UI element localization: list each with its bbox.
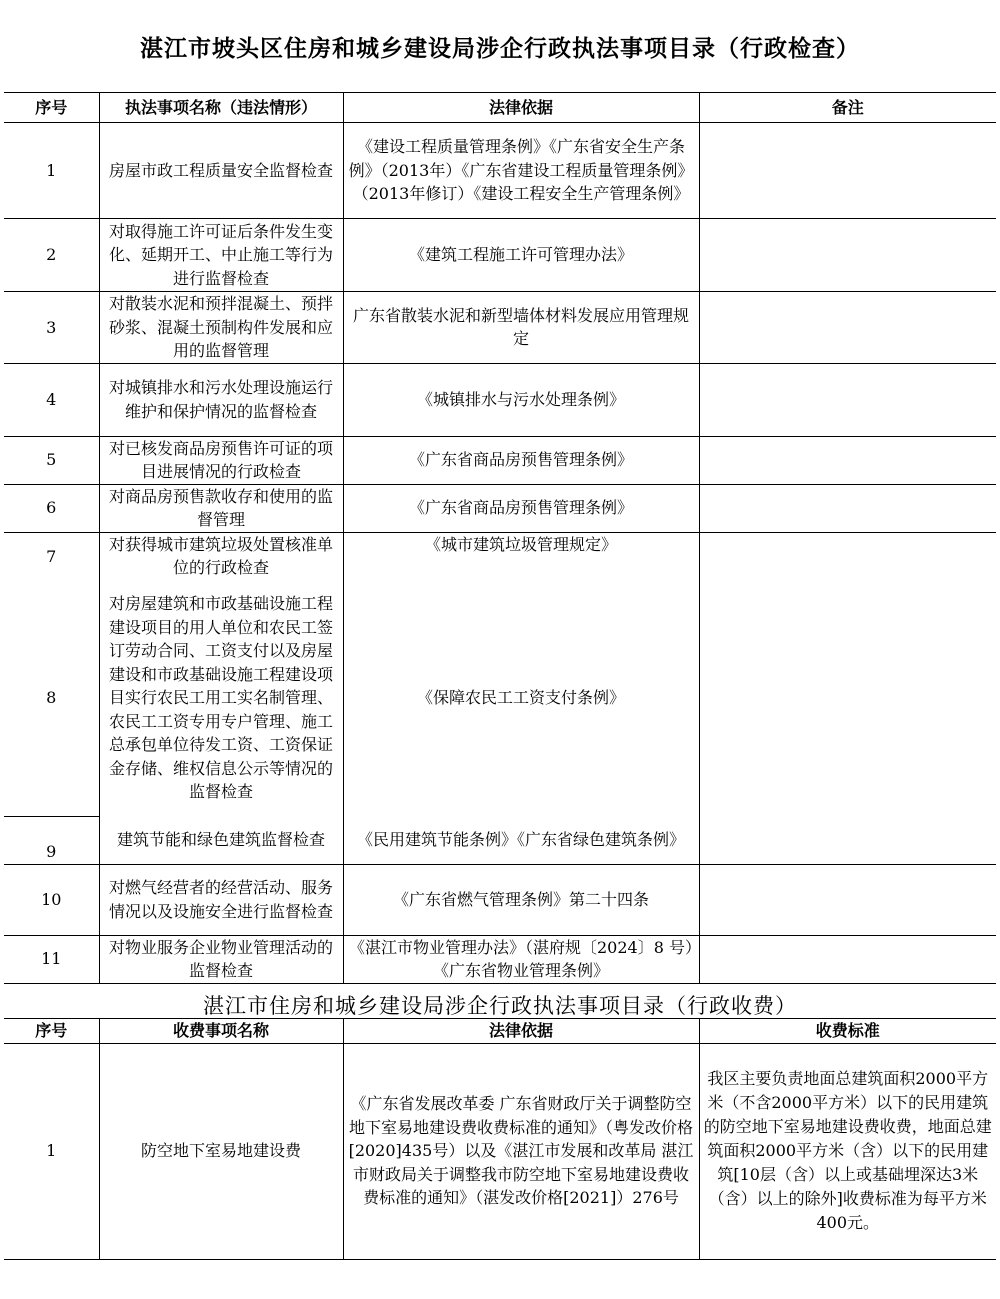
row-basis: 《城镇排水与污水处理条例》 — [343, 363, 699, 436]
row-remark — [699, 864, 996, 935]
table-row — [4, 580, 996, 816]
row-basis: 《建设工程质量管理条例》《广东省安全生产条例》（2013年）《广东省建设工程质量管理条例》（2013年修订）《建设工程安全生产管理条例》 — [343, 123, 699, 219]
row-basis: 《民用建筑节能条例》《广东省绿色建筑条例》 — [343, 816, 699, 864]
row-name: 房屋市政工程质量安全监督检查 — [99, 123, 343, 219]
row-remark — [699, 532, 996, 580]
row-remark — [699, 935, 996, 983]
row-remark — [699, 123, 996, 219]
row-name: 对散装水泥和预拌混凝土、预拌砂浆、混凝土预制构件发展和应用的监督管理 — [99, 292, 343, 364]
header-basis: 法律依据 — [343, 1019, 699, 1044]
row-basis: 《建筑工程施工许可管理办法》 — [343, 219, 699, 292]
table-row — [4, 292, 996, 364]
table-row — [4, 816, 996, 864]
table-row — [4, 363, 996, 436]
row-name: 对已核发商品房预售许可证的项目进展情况的行政检查 — [99, 436, 343, 484]
table-row — [4, 532, 996, 580]
row-basis: 《湛江市物业管理办法》（湛府规〔2024〕8 号）《广东省物业管理条例》 — [343, 935, 699, 983]
row-no: 10 — [4, 864, 99, 935]
row-basis: 《广东省燃气管理条例》第二十四条 — [343, 864, 699, 935]
row-no: 3 — [4, 292, 99, 364]
header-name: 执法事项名称（违法情形） — [99, 93, 343, 123]
table-row — [4, 935, 996, 983]
row-remark — [699, 580, 996, 816]
row-remark — [699, 816, 996, 864]
header-no: 序号 — [4, 1019, 99, 1044]
row-name: 对商品房预售款收存和使用的监督管理 — [99, 484, 343, 532]
row-remark — [699, 219, 996, 292]
row-basis: 《城市建筑垃圾管理规定》 — [343, 532, 699, 580]
header-remark: 备注 — [699, 93, 996, 123]
row-no: 7 — [4, 532, 99, 580]
row-remark — [699, 436, 996, 484]
header-name: 收费事项名称 — [99, 1019, 343, 1044]
table-row — [4, 123, 996, 219]
row-remark — [699, 484, 996, 532]
inspection-table — [4, 92, 996, 984]
row-name: 建筑节能和绿色建筑监督检查 — [99, 816, 343, 864]
row-basis: 《广东省商品房预售管理条例》 — [343, 484, 699, 532]
table-row — [4, 219, 996, 292]
header-no: 序号 — [4, 93, 99, 123]
row-basis: 《广东省商品房预售管理条例》 — [343, 436, 699, 484]
table-header-row — [4, 93, 996, 123]
table-row — [4, 864, 996, 935]
row-name: 防空地下室易地建设费 — [99, 1043, 343, 1259]
row-no: 5 — [4, 436, 99, 484]
row-basis: 《广东省发展改革委 广东省财政厅关于调整防空地下室易地建设费收费标准的通知》（粤发改价格[2020]435号）以及《湛江市发展和改革局 湛江市财政局关于调整我市防空地下室易地建设费收费标准的通知》（湛发改价格[2021]）276号 — [343, 1043, 699, 1259]
row-no: 8 — [4, 580, 99, 816]
table-header-row — [4, 1019, 996, 1044]
row-name: 对燃气经营者的经营活动、服务情况以及设施安全进行监督检查 — [99, 864, 343, 935]
page-title-fee: 湛江市住房和城乡建设局涉企行政执法事项目录（行政收费） — [203, 994, 797, 1018]
row-name: 对房屋建筑和市政基础设施工程建设项目的用人单位和农民工签订劳动合同、工资支付以及房屋建设和市政基础设施工程建设项目实行农民工用工实名制管理、农民工工资专用专户管理、施工总承包单位待发工资、工资保证金存储、维权信息公示等情况的监督检查 — [99, 580, 343, 816]
row-name: 对取得施工许可证后条件发生变化、延期开工、中止施工等行为进行监督检查 — [99, 219, 343, 292]
row-standard: 我区主要负责地面总建筑面积2000平方米（不含2000平方米）以下的民用建筑的防空地下室易地建设费收费，地面总建筑面积2000平方米（含）以下的民用建筑[10层（含）以上或基础埋深达3米（含）以上的除外]收费标准为每平方米400元。 — [699, 1043, 996, 1259]
row-no: 1 — [4, 123, 99, 219]
row-no: 4 — [4, 363, 99, 436]
page-title-inspection: 湛江市坡头区住房和城乡建设局涉企行政执法事项目录（行政检查） — [140, 35, 860, 62]
table-row — [4, 1043, 996, 1259]
row-no: 9 — [4, 816, 99, 864]
row-basis: 广东省散装水泥和新型墙体材料发展应用管理规定 — [343, 292, 699, 364]
row-basis: 《保障农民工工资支付条例》 — [343, 580, 699, 816]
header-basis: 法律依据 — [343, 93, 699, 123]
table-row — [4, 436, 996, 484]
row-remark — [699, 292, 996, 364]
fee-table — [4, 1018, 996, 1260]
row-name: 对获得城市建筑垃圾处置核准单位的行政检查 — [99, 532, 343, 580]
row-name: 对城镇排水和污水处理设施运行维护和保护情况的监督检查 — [99, 363, 343, 436]
header-standard: 收费标准 — [699, 1019, 996, 1044]
row-no: 11 — [4, 935, 99, 983]
row-no: 6 — [4, 484, 99, 532]
table-row — [4, 484, 996, 532]
row-remark — [699, 363, 996, 436]
row-name: 对物业服务企业物业管理活动的监督检查 — [99, 935, 343, 983]
row-no: 2 — [4, 219, 99, 292]
row-no: 1 — [4, 1043, 99, 1259]
